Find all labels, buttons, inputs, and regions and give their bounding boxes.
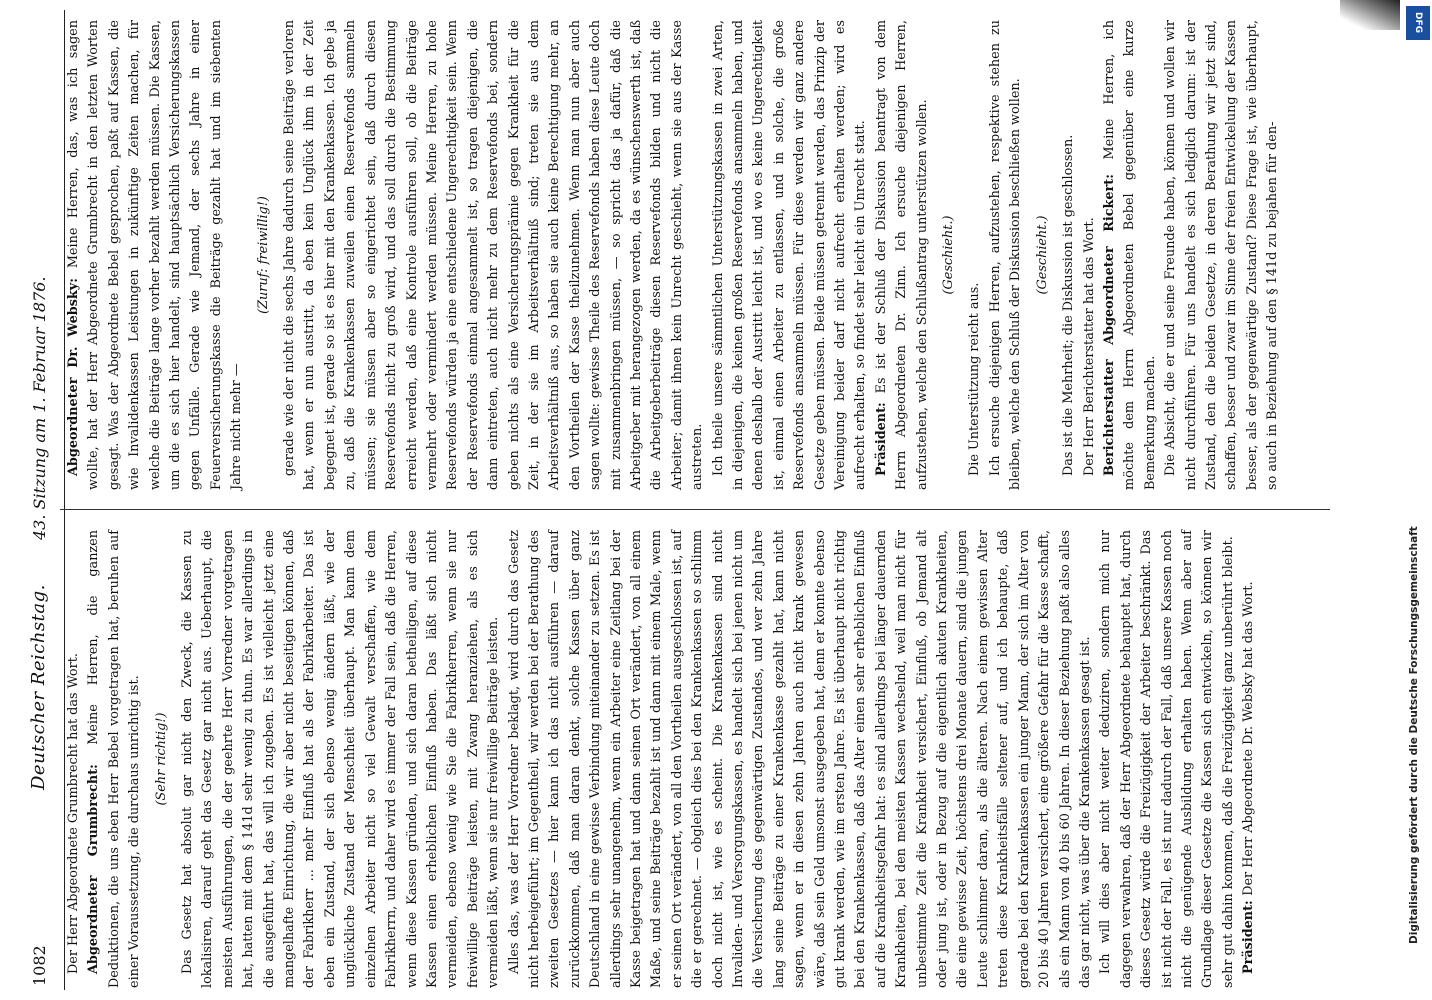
paragraph (709, 20, 872, 490)
interjection: (Geschieht.) (1034, 215, 1050, 295)
paragraph (178, 530, 505, 988)
speaker-name: Abgeordneter Dr. Websky: (66, 268, 81, 476)
right-column (64, 20, 1284, 490)
paragraph (1161, 20, 1283, 490)
paragraph-text: Ich will dies aber nicht weiter deduziren, sondern mich nur dagegen verwahren, daß der Herr Abgeordnete behauptet hat, durch dieses Gesetz würde die Freizügigkeit der Arbeiter beschränkt. Das ist nicht der Fall, es ist nur dadurch der Fall, daß unsere Kassen noch nicht die genügende Ausbildung erhalten haben. Wenn aber auf Grundlage dieser Gesetze die Kassen sich entwickeln, so können wir sehr gut dahin kommen, daß die Freizügigkeit ganz unberührt bleibt. (1098, 530, 1236, 988)
page-header (10, 0, 62, 1000)
dfg-logo: DFG (1406, 6, 1430, 40)
paragraph-text: Meine Herren, die ganzen Deduktionen, die uns eben Herr Bebel vorgetragen hat, beruhen auf einer Voraussetzung, die durchaus unrichtig ist. (86, 530, 143, 988)
paragraph (505, 530, 1097, 988)
paragraph (1059, 20, 1079, 490)
paragraph-text: Das ist die Mehrheit; die Diskussion ist geschlossen. (1061, 134, 1077, 476)
paragraph-text: Das Gesetz hat absolut gar nicht den Zweck, die Kassen zu lokalisiren, darauf geht das Gesetz gar nicht aus. Ueberhaupt, die meisten Ausführungen, die der geehrte Herr Vorredner vorgetragen hat, hatten mit dem § 141d sehr wenig zu thun. Es war allerdings in die ausgeführt hat, das will ich zugeben. Es ist vielleicht jetzt eine mangelhafte Einrichtung, die wir aber nicht beseitigen können, daß der Fabrikherr ... mehr Einfluß hat als der Fabrikarbeiter. Das ist eben ein Zustand, der sich ebenso wenig ändern läßt, wie der unglückliche Zustand der Menschheit überhaupt. Man kann dem einzelnen Arbeiter nicht so viel Gewalt verschaffen, wie dem Fabrikherrn, und daher wird es immer der Fall sein, daß die Herren, wenn diese Kassen gründen, und sich daran betheiligen, auf diese Kassen einen erheblichen Einfluß haben. Das läßt sich nicht vermeiden, ebenso wenig wie Sie die Fabrikherren, wenn sie nur freiwillige Beiträge leisten, mit Zwang heranziehen, als es sich vermeiden läßt, wenn sie nur freiwillige Beiträge leisten. (180, 530, 502, 988)
column-divider (60, 509, 1330, 510)
paragraph-text: Meine Herren, ich möchte dem Herrn Abgeordneten Bebel gegenüber eine kurze Bemerkung machen. (1101, 20, 1158, 490)
paragraph-text: Der Herr Abgeordnete Dr. Websky hat das Wort. (1241, 581, 1257, 896)
interjection: (Zuruf: freiwillig!) (255, 196, 271, 314)
paragraph-text: gerade wie der nicht die sechs Jahre dadurch seine Beiträge verloren hat, wenn er nun austritt, da eben kein Unglück ihm in der Zeit begegnet ist, gerade so ist es hier mit den Krankenkassen. Ich gebe ja zu, daß die Krankenkassen zuweilen einen Reservefonds sammeln müssen; sie müssen aber so eingerichtet sein, daß durch diesen Reservefonds nicht zu groß wird, und das soll durch die Bestimmung erreicht werden, daß eine Kontrole ausführen soll, ob die Beiträge vermehrt oder vermindert werden müssen. Meine Herren, zu hohe Reservefonds würden ja eine entschiedene Ungerechtigkeit sein. Wenn der Reservefonds einmal angesammelt ist, so tragen diejenigen, die dann eintreten, auch nicht mehr zu dem Reservefonds bei, sondern geben nichts als eine Versicherungsprämie gegen Krankheit für die Zeit, in der sie im Arbeitsverhältniß sind; treten sie aus dem Arbeitsverhältniß aus, so haben sie auch keine Berechtigung mehr, an den Vortheilen der Kasse theilzunehmen. Wenn man nun aber auch sagen wollte: gewisse Theile des Reservefonds haben diese Leute doch mit zusammenbringen müssen, — so spricht das ja dafür, daß die Arbeitgeber mit herangezogen werden, da es wünschenswerth ist, daß die Arbeitgeberbeiträge diesen Reservefonds bilden und nicht die Arbeiter; damit ihnen kein Unrecht geschieht, wenn sie aus der Kasse austreten. (282, 20, 706, 490)
speaker-name: Berichterstatter Abgeordneter Rickert: (1101, 159, 1117, 476)
paragraph (965, 20, 985, 490)
paragraph-text: Meine Herren, das, was ich sagen wollte, hat der Herr Abgeordnete Grumbrecht in den letzten Worten gesagt. Was der Abgeordnete Bebel gesprochen, paßt auf Kassen, die wie Invalidenkassen Leistungen in zukünftige Zeiten machen, für welche die Beiträge lange vorher bezahlt werden müssen. Die Kassen, um die es sich hier handelt, sind hauptsächlich Versicherungskassen gegen Unfälle. Gerade wie Jemand, der sechs Jahre in einer Feuerversicherungskasse die Beiträge gezahlt hat und im siebenten Jahre nicht mehr — (66, 20, 245, 490)
paragraph (1096, 530, 1239, 988)
interjection: (Sehr richtig!) (153, 712, 169, 806)
paragraph (1100, 20, 1161, 490)
paragraph-text: Ich theile unsere sämmtlichen Unterstützungskassen in zwei Arten, in diejenigen, die keinen großen Reservefonds ansammeln haben, und denen deshalb der Austritt leicht ist, und wo es keine Ungerechtigkeit ist, einmal einen Arbeiter zu entlassen, und in solche, die große Reservefonds ansammeln müssen. Für diese werden wir ganz andere Gesetze geben müssen. Beide müssen getrennt werden, das Prinzip der Vereinigung beider darf nicht aufrecht erhalten werden; wird es aufrecht erhalten, so findet sehr leicht ein Unrecht statt. (710, 20, 869, 490)
paragraph-text: Der Herr Berichterstatter hat das Wort. (1081, 217, 1097, 476)
interjection: (Geschieht.) (941, 215, 957, 295)
digitization-note: Digitalisierung gefördert durch die Deutsche Forschungsgemeinschaft (1408, 526, 1420, 944)
paragraph (280, 20, 709, 490)
paragraph (1080, 20, 1100, 490)
page-number: 1082 (30, 945, 49, 986)
paragraph-text: Es ist der Schluß der Diskussion beantragt von dem Herrn Abgeordneten Dr. Zinn. Ich ersuche diejenigen Herren, aufzustehen, welche den Schlußantrag unterstützen wollen. (873, 20, 930, 490)
paragraph (872, 20, 933, 490)
paragraph-text: Alles das, was der Herr Vorredner beklagt, wird durch das Gesetz nicht herbeigeführt; im Gegentheil, wir werden bei der Berathung des zweiten Gesetzes — hier kann ich das nicht ausführen — darauf zurückkommen, daß man daran denkt, solche Kassen über ganz Deutschland in eine gewisse Verbindung miteinander zu setzen. Es ist allerdings sehr unangenehm, wenn ein Arbeiter eine Zeitlang bei der Kasse beigetragen hat und dann seinen Ort verändert, von all einem Maße, und seine Beiträge bezahlt ist und dann mit einem Male, wenn er seinen Ort verändert, von all den Vortheilen ausgeschlossen ist, auf die er gerechnet. — obgleich dies bei den Krankenkassen so schlimm doch nicht ist, wie es scheint. Die Krankenkassen sind nicht Invaliden- und Versorgungskassen, es handelt sich bei jenen nicht um die Versicherung des gegenwärtigen Zustandes, und wer zehn Jahre lang seine Beiträge zu einer Krankenkasse gezahlt hat, kann nicht sagen, wenn er in diesen zehn Jahren auch nicht krank gewesen wäre, daß sein Geld umsonst ausgegeben hat, denn er konnte ebenso gut krank werden, wie im ersten Jahre. Es ist überhaupt nicht richtig bei den Krankenkassen, daß das Alter einen sehr erheblichen Einfluß auf die Krankheitsgefahr hat: es sind allerdings bei länger dauernden Krankheiten, bei den meisten Kassen wechselnd, weil man nicht für unbestimmte Zeit die Krankheit versichert, Einfluß, ob Jemand alt oder jung ist, oder in Bezug auf die eigentlich akuten Krankheiten, die eine gewisse Zeit, höchstens drei Monate dauern, sind die jungen Leute schlimmer daran, als die älteren. Nach einem gewissen Alter treten diese Krankheitsfälle seltener auf, und ich behaupte, daß gerade bei den Krankenkassen ein junger Mann, der sich im Alter von 20 bis 40 Jahren versichert, eine größere Gefahr für die Kasse schafft, als ein Mann von 40 bis 60 Jahren. In dieser Beziehung paßt also alles das gar nicht, was über die Krankenkassen gesagt ist. (506, 530, 1093, 988)
paragraph-text: Die Unterstützung reicht aus. (967, 282, 983, 476)
scan-shadow (1340, 0, 1400, 30)
speaker-name: Präsident: (1241, 895, 1257, 974)
paragraph-text: Ich ersuche diejenigen Herren, aufzustehen, respektive stehen zu bleiben, welche den Schluß der Diskussion beschließen wollen. (987, 20, 1024, 490)
paragraph (84, 530, 145, 988)
paragraph (986, 20, 1027, 490)
paragraph (64, 20, 248, 490)
dfg-sidebar (1400, 0, 1432, 1000)
running-title: Deutscher Reichstag. (28, 584, 49, 790)
paragraph (1239, 530, 1259, 988)
speaker-name: Abgeordneter Grumbrecht: (86, 744, 102, 974)
paragraph (64, 530, 84, 988)
session-line: 43. Sitzung am 1. Februar 1876. (30, 276, 49, 540)
paragraph-text: Die Absicht, die er und seine Freunde haben, können und wollen wir nicht durchführen. Für uns handelt es sich lediglich darum: ist der Zustand, den die beiden Gesetze, in deren Berathung wir jetzt sind, schaffen, besser und zwar im Sinne der freien Entwickelung der Kassen besser, als der gegenwärtige Zustand? Diese Frage ist, wie überhaupt, so auch in Beziehung auf den § 141d zu bejahen für den- (1163, 20, 1281, 490)
speaker-name: Präsident: (873, 393, 889, 476)
left-column (64, 530, 1260, 988)
paragraph-text: Der Herr Abgeordnete Grumbrecht hat das Wort. (66, 653, 81, 974)
